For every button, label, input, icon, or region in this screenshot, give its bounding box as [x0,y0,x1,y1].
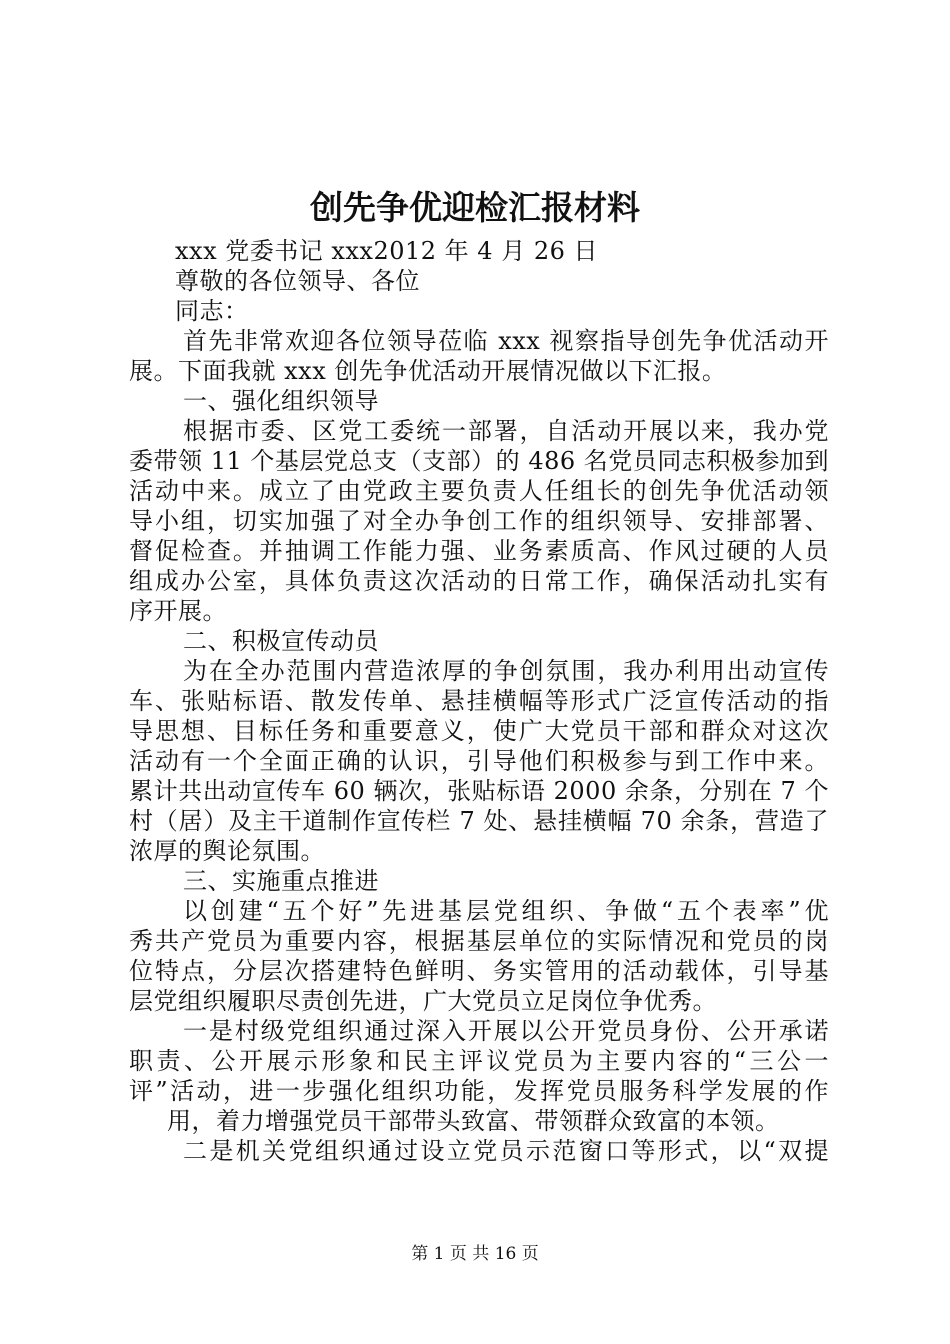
section-heading: 一、强化组织领导 [183,387,379,415]
paragraph-line: 展。下面我就 xxx 创先争优活动开展情况做以下汇报。 [129,357,727,385]
paragraph-line: 导思想、目标任务和重要意义，使广大党员干部和群众对这次 [129,717,829,745]
paragraph-line: 秀共产党员为重要内容，根据基层单位的实际情况和党员的岗 [129,927,829,955]
paragraph-line: 一是村级党组织通过深入开展以公开党员身份、公开承诺 [183,1017,829,1045]
salutation-line: 同志： [175,297,249,325]
paragraph-line: 村（居）及主干道制作宣传栏 7 处、悬挂横幅 70 余条，营造了 [129,807,829,835]
paragraph-line: 活动中来。成立了由党政主要负责人任组长的创先争优活动领 [129,477,829,505]
salutation-line: 尊敬的各位领导、各位 [175,267,420,295]
paragraph-line: 导小组，切实加强了对全办争创工作的组织领导、安排部署、 [129,507,829,535]
paragraph-line: 以创建“五个好”先进基层党组织、争做“五个表率”优 [183,897,829,925]
paragraph-line: 用，着力增强党员干部带头致富、带领群众致富的本领。 [167,1107,780,1135]
paragraph-line: 车、张贴标语、散发传单、悬挂横幅等形式广泛宣传活动的指 [129,687,829,715]
section-heading: 三、实施重点推进 [183,867,379,895]
document-title: 创先争优迎检汇报材料 [310,188,640,227]
paragraph-line: 层党组织履职尽责创先进，广大党员立足岗位争优秀。 [129,987,717,1015]
paragraph-line: 序开展。 [129,597,227,625]
paragraph-line: 职责、公开展示形象和民主评议党员为主要内容的“三公一 [129,1047,829,1075]
paragraph-line: 首先非常欢迎各位领导莅临 xxx 视察指导创先争优活动开 [183,327,829,355]
paragraph-line: 浓厚的舆论氛围。 [129,837,325,865]
paragraph-line: 位特点，分层次搭建特色鲜明、务实管用的活动载体，引导基 [129,957,829,985]
paragraph-line: 督促检查。并抽调工作能力强、业务素质高、作风过硬的人员 [129,537,829,565]
paragraph-line: 为在全办范围内营造浓厚的争创氛围，我办利用出动宣传 [183,657,829,685]
paragraph-line: 委带领 11 个基层党总支（支部）的 486 名党员同志积极参加到 [129,447,829,475]
paragraph-line: 评”活动，进一步强化组织功能，发挥党员服务科学发展的作 [129,1077,829,1105]
paragraph-line: 活动有一个全面正确的认识，引导他们积极参与到工作中来。 [129,747,829,775]
section-heading: 二、积极宣传动员 [183,627,379,655]
page-footer: 第 1 页 共 16 页 [411,1244,539,1264]
author-date-line: xxx 党委书记 xxx2012 年 4 月 26 日 [175,237,598,265]
paragraph-line: 根据市委、区党工委统一部署，自活动开展以来，我办党 [183,417,829,445]
document-body [129,236,829,1166]
paragraph-line: 二是机关党组织通过设立党员示范窗口等形式，以“双提 [183,1137,829,1165]
paragraph-line: 组成办公室，具体负责这次活动的日常工作，确保活动扎实有 [129,567,829,595]
paragraph-line: 累计共出动宣传车 60 辆次，张贴标语 2000 余条，分别在 7 个 [129,777,829,805]
